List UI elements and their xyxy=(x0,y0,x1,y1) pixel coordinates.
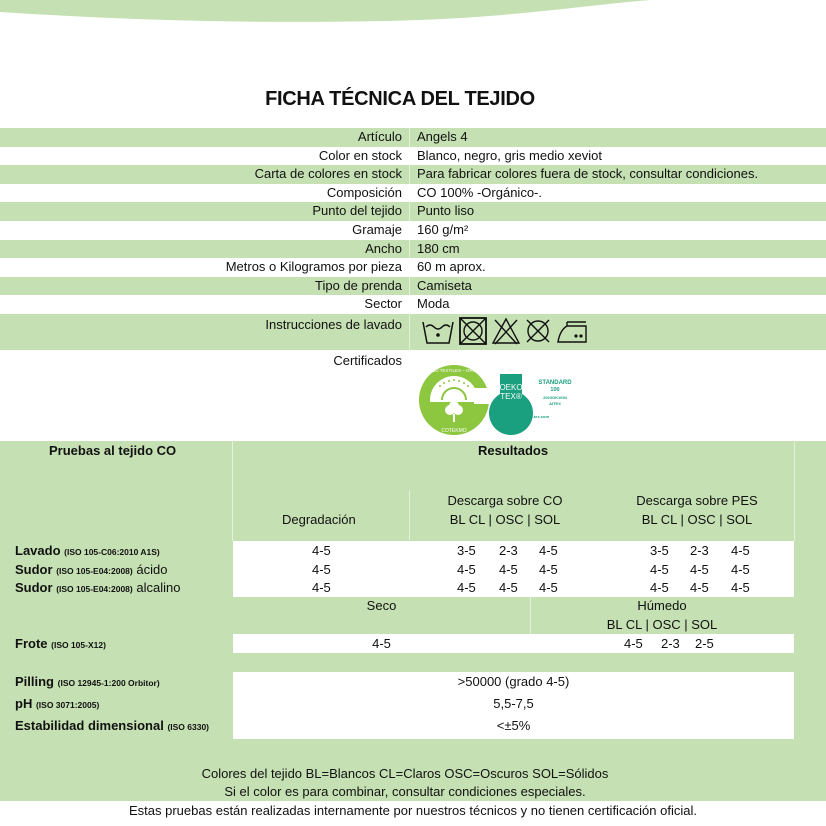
col-humedo: Húmedo xyxy=(637,598,687,613)
other-test-label: Estabilidad dimensional (ISO 6330) xyxy=(15,718,210,733)
test-row-label: Lavado (ISO 105-C06:2010 A1S) xyxy=(15,543,160,558)
co-value: 4-5 xyxy=(539,561,558,577)
pes-value: 4-5 xyxy=(690,561,709,577)
other-test-value: >50000 (grado 4-5) xyxy=(457,674,570,689)
iron-medium-icon xyxy=(555,316,589,346)
svg-text:RE-ECO TEXTILES – ORGANIC: RE-ECO TEXTILES – ORGANIC xyxy=(421,368,487,373)
col-degradacion: Degradación xyxy=(282,512,356,527)
spec-value: Para fabricar colores fuera de stock, consultar condiciones. xyxy=(417,166,759,182)
co-value: 4-5 xyxy=(499,561,518,577)
test-row-label: Sudor (ISO 105-E04:2008) ácido xyxy=(15,561,168,577)
organic-certificate-logo xyxy=(419,365,492,435)
spec-row xyxy=(0,128,826,147)
pes-value: 4-5 xyxy=(731,543,750,558)
other-test-label: pH (ISO 3071:2005) xyxy=(15,696,100,711)
degradacion-value: 4-5 xyxy=(312,561,331,577)
spec-label: Tipo de prenda xyxy=(315,277,402,293)
pes-value: 4-5 xyxy=(731,561,750,577)
other-test-label: Pilling (ISO 12945-1:200 Orbitor) xyxy=(15,674,160,689)
tests-header-left: Pruebas al tejido CO xyxy=(49,443,177,458)
spec-value: Punto liso xyxy=(417,203,475,219)
spec-label: Color en stock xyxy=(318,147,402,163)
pes-value: 4-5 xyxy=(650,561,669,577)
spec-row xyxy=(0,202,826,221)
co-value: 4-5 xyxy=(457,580,476,596)
svg-text:COTEKMO: COTEKMO xyxy=(441,428,467,434)
frote-humedo-blcl: 4-5 xyxy=(624,636,643,651)
co-value: 3-5 xyxy=(457,543,476,558)
test-row-label: Sudor (ISO 105-E04:2008) alcalino xyxy=(15,580,181,596)
spec-label: Gramaje xyxy=(352,222,402,237)
spec-row xyxy=(0,221,826,240)
spec-label: Ancho xyxy=(365,240,402,256)
header-wave-decoration xyxy=(0,0,826,30)
combine-note: Si el color es para combinar, consultar condiciones especiales. xyxy=(224,784,586,799)
co-value: 4-5 xyxy=(457,561,476,577)
spec-value: CO 100% -Orgánico-. xyxy=(417,184,542,200)
no-dry-clean-icon xyxy=(523,316,553,346)
degradacion-value: 4-5 xyxy=(312,580,331,596)
pes-value: 4-5 xyxy=(690,580,709,596)
pes-value: 4-5 xyxy=(650,580,669,596)
svg-text:100: 100 xyxy=(550,387,560,393)
spec-value: Camiseta xyxy=(417,277,472,293)
other-test-value: <±5% xyxy=(496,718,531,733)
spec-value: Angels 4 xyxy=(417,129,468,144)
spec-row xyxy=(0,147,826,166)
co-value: 2-3 xyxy=(499,543,518,558)
svg-text:OEKO: OEKO xyxy=(499,383,523,392)
spec-value: 180 cm xyxy=(417,240,460,256)
col-co-title: Descarga sobre CO xyxy=(447,493,563,508)
col-pes-title: Descarga sobre PES xyxy=(636,493,758,508)
spec-row xyxy=(0,240,826,259)
spec-label: Carta de colores en stock xyxy=(254,166,402,182)
wash-30-icon xyxy=(421,316,455,346)
svg-text:STANDARD: STANDARD xyxy=(538,380,572,386)
frote-row-label: Frote (ISO 105-X12) xyxy=(15,636,106,651)
disclaimer-note: Estas pruebas están realizadas internamente por nuestros técnicos y no tienen certificación oficial. xyxy=(129,803,697,818)
spec-label: Punto del tejido xyxy=(312,203,402,219)
oeko-tex-logo xyxy=(489,374,572,435)
pes-value: 2-3 xyxy=(690,543,709,558)
spec-label: Sector xyxy=(364,296,402,312)
co-value: 4-5 xyxy=(539,543,558,558)
spec-row xyxy=(0,165,826,184)
spec-row xyxy=(0,184,826,203)
svg-text:AITEX: AITEX xyxy=(549,401,561,406)
certificates-logos xyxy=(414,362,574,441)
col-pes-sub: BL CL | OSC | SOL xyxy=(641,512,753,527)
svg-text:TEX®: TEX® xyxy=(500,392,522,401)
svg-text:2023OK1694: 2023OK1694 xyxy=(543,395,567,400)
spec-row xyxy=(0,258,826,277)
spec-row-care xyxy=(0,314,826,350)
spec-label: Composición xyxy=(326,184,402,200)
spec-value: Blanco, negro, gris medio xeviot xyxy=(417,147,602,163)
spec-row xyxy=(0,295,826,314)
pes-value: 4-5 xyxy=(731,580,750,596)
col-co-sub: BL CL | OSC | SOL xyxy=(449,512,561,527)
co-value: 4-5 xyxy=(539,580,558,596)
pes-value: 3-5 xyxy=(650,543,669,558)
no-bleach-icon xyxy=(491,316,521,346)
co-value: 4-5 xyxy=(499,580,518,596)
spec-label: Artículo xyxy=(357,129,402,144)
spec-row xyxy=(0,277,826,296)
frote-humedo-osc: 2-3 xyxy=(661,636,680,651)
care-icons xyxy=(421,316,589,346)
frote-seco-value: 4-5 xyxy=(372,636,391,651)
spec-label: Metros o Kilogramos por pieza xyxy=(225,259,402,275)
other-test-value: 5,5-7,5 xyxy=(493,696,534,711)
degradacion-value: 4-5 xyxy=(312,543,331,558)
col-seco: Seco xyxy=(366,598,397,613)
svg-text:www.oeko-tex.com: www.oeko-tex.com xyxy=(512,414,550,419)
page-title: FICHA TÉCNICA DEL TEJIDO xyxy=(265,88,535,110)
spec-value: 160 g/m² xyxy=(417,222,469,237)
care-label: Instrucciones de lavado xyxy=(265,317,402,332)
no-tumble-dry-icon xyxy=(457,316,489,346)
color-legend-note: Colores del tejido BL=Blancos CL=Claros OSC=Oscuros SOL=Sólidos xyxy=(201,766,609,781)
tests-header-right: Resultados xyxy=(478,443,549,458)
frote-humedo-sol: 2-5 xyxy=(695,636,714,651)
spec-value: Moda xyxy=(417,296,450,312)
certificates-label: Certificados xyxy=(333,353,402,368)
spec-value: 60 m aprox. xyxy=(417,259,486,275)
col-humedo-sub: BL CL | OSC | SOL xyxy=(606,617,718,632)
